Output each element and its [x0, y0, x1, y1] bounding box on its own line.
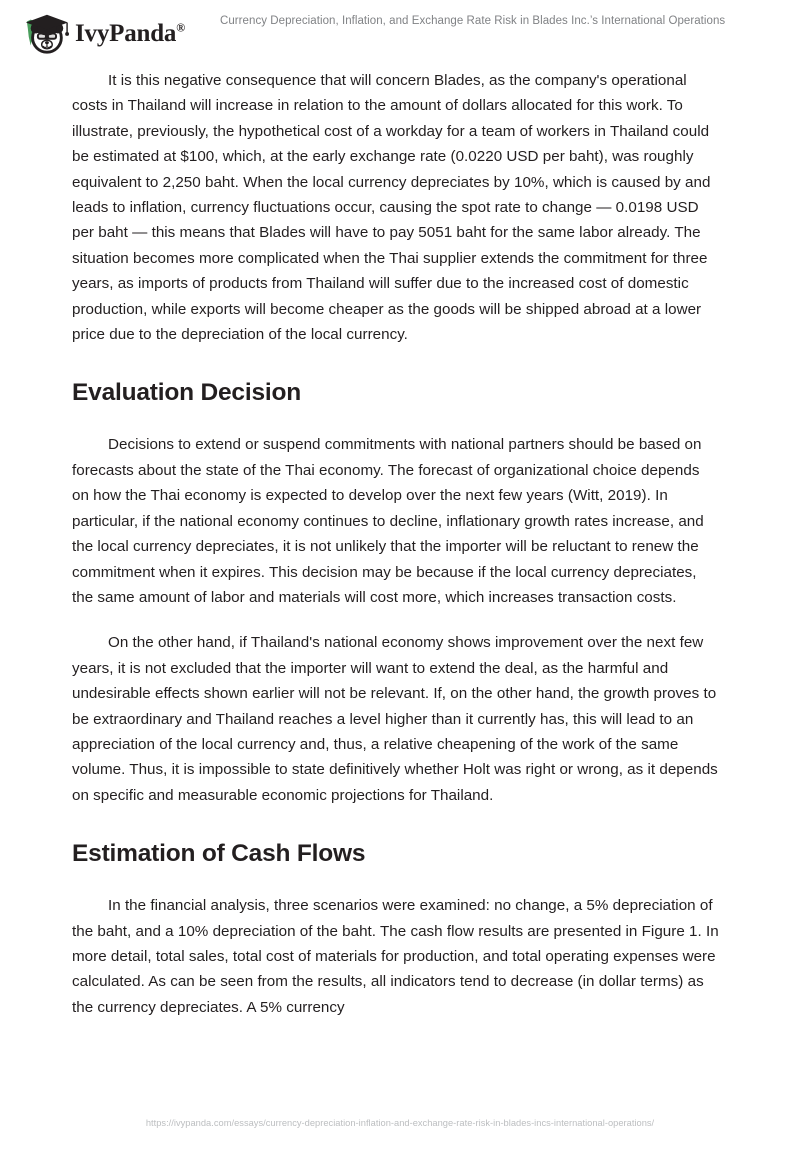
paragraph: In the financial analysis, three scenarios were examined: no change, a 5% depreciation of the baht, and a 10% depreciation of the baht. The cash flow results are presented in Figure 1. In more detail, total sales, total cost of materials for production, and total operating expenses were calculated. As can be seen from the results, all indicators tend to decrease (in dollar terms) as the currency depreciates. A 5% currency	[72, 897, 719, 1016]
section-heading-estimation-of-cash-flows: Estimation of Cash Flows	[72, 840, 366, 868]
document-running-title: Currency Depreciation, Inflation, and Exchange Rate Risk in Blades Inc.’s International Operations	[220, 15, 726, 27]
paragraph: On the other hand, if Thailand's national economy shows improvement over the next few years, it is not excluded that the importer will want to extend the deal, as the harmful and undesirable effects shown earlier will not be relevant. If, on the other hand, the growth proves to be extraordinary and Thailand reaches a level higher than it currently has, this will lead to an appreciation of the local currency and, thus, a relative cheapening of the work of the same volume. Thus, it is impossible to state definitively whether Holt was right or wrong, as it depends on specific and measurable economic projections for Thailand.	[72, 634, 718, 804]
brand-logo[interactable]	[22, 10, 185, 56]
page-footer	[0, 1114, 800, 1160]
paragraph: It is this negative consequence that will concern Blades, as the company's operational costs in Thailand will increase in relation to the amount of dollars allocated for this work. To illustrate, previously, the hypothetical cost of a workday for a team of workers in Thailand could be estimated at $100, which, at the early exchange rate (0.0220 USD per baht), was roughly equivalent to 2,250 baht. When the local currency depreciates by 10%, which is caused by and leads to inflation, currency fluctuations occur, causing the spot rate to change — 0.0198 USD per baht — this means that Blades will have to pay 5051 baht for the same labor already. The situation becomes more complicated when the Thai supplier extends the commitment for three years, as imports of products from Thailand will suffer due to the increased cost of domestic production, while exports will become cheaper as the goods will be shipped abroad at a lower price due to the depreciation of the local currency.	[72, 72, 711, 344]
registered-trademark-icon: ®	[176, 20, 185, 35]
brand-name: IvyPanda®	[75, 19, 185, 47]
document-body	[72, 68, 720, 1020]
section-heading-evaluation-decision: Evaluation Decision	[72, 379, 302, 407]
source-url-link[interactable]: https://ivypanda.com/essays/currency-depreciation-inflation-and-exchange-rate-risk-in-blades-incs-international-operations/	[145, 1118, 655, 1128]
paragraph: Decisions to extend or suspend commitments with national partners should be based on forecasts about the state of the Thai economy. The forecast of organizational choice depends on how the Thai economy is expected to develop over the next few years (Witt, 2019). In particular, if the national economy continues to decline, inflationary growth rates increase, and the local currency depreciates, it is not unlikely that the importer will be reluctant to renew the commitment when it expires. This decision may be because if the local currency depreciates, the same amount of labor and materials will cost more, which increases transaction costs.	[72, 436, 704, 606]
page-header	[0, 0, 800, 62]
panda-graduate-logo-icon	[22, 10, 70, 56]
